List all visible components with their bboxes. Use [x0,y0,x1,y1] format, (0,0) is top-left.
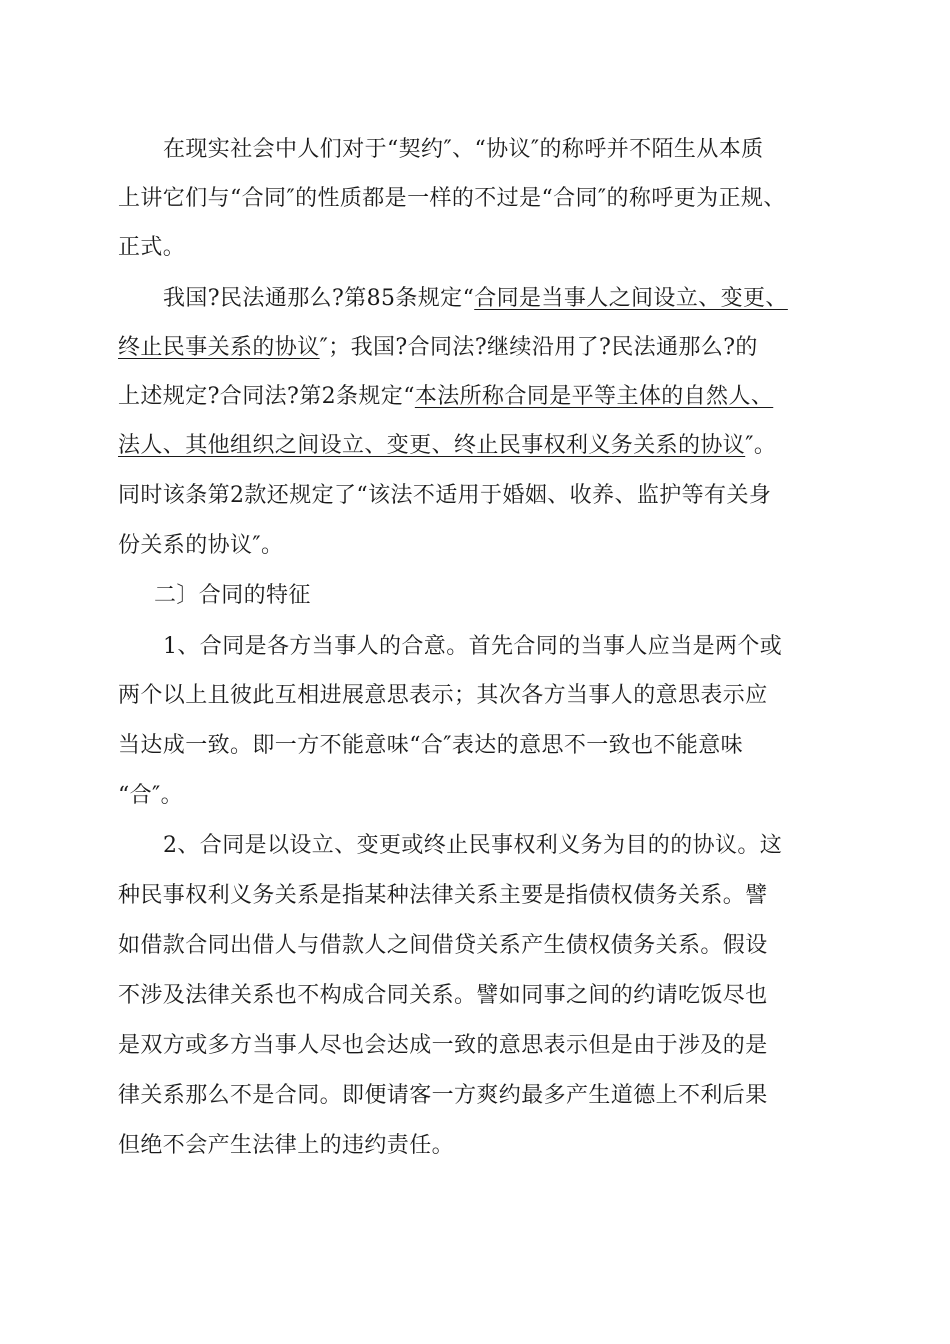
paragraph-4-line-3: 如借款合同出借人与借款人之间借贷关系产生债权债务关系。假设 [118,933,768,958]
paragraph-3-line-4: “合″。 [118,783,184,808]
paragraph-4-line-1: 2、合同是以设立、变更或终止民事权利义务为目的的协议。这 [163,833,783,858]
paragraph-4-line-7: 但绝不会产生法律上的违约责任。 [118,1133,455,1158]
paragraph-4-line-2: 种民事权利义务关系是指某种法律关系主要是指债权债务关系。譬 [118,883,768,908]
paragraph-3-line-3: 当达成一致。即一方不能意味“合″表达的意思不一致也不能意味 [118,733,744,758]
paragraph-2-line-4 [118,431,776,461]
paragraph-2-line-4-text: ″。 [745,433,777,458]
paragraph-2-line-5: 同时该条第2款还规定了“该法不适用于婚姻、收养、监护等有关身 [118,483,772,508]
section-heading: 二〕合同的特征 [154,583,311,608]
paragraph-1-line-3: 正式。 [118,235,186,260]
paragraph-3-line-2: 两个以上且彼此互相进展意思表示；其次各方当事人的意思表示应 [118,683,768,708]
paragraph-2-line-3-text: 上述规定?合同法?第2条规定“ [118,384,415,409]
paragraph-1-line-1: 在现实社会中人们对于“契约″、“协议″的称呼并不陌生从本质 [163,137,764,162]
paragraph-1-line-2: 上讲它们与“合同″的性质都是一样的不过是“合同″的称呼更为正规、 [118,186,786,211]
paragraph-4-line-5: 是双方或多方当事人尽也会达成一致的意思表示但是由于涉及的是 [118,1033,768,1058]
paragraph-4-line-6: 律关系那么不是合同。即便请客一方爽约最多产生道德上不利后果 [118,1083,768,1108]
paragraph-2-line-3 [118,382,773,412]
paragraph-3-line-1: 1、合同是各方当事人的合意。首先合同的当事人应当是两个或 [163,634,783,659]
underlined-definition-part-2: 终止民事关系的协议 [118,335,320,360]
paragraph-2-line-2 [118,333,758,363]
underlined-definition-part-1: 合同是当事人之间设立、变更、 [474,286,788,311]
paragraph-2-line-2-text: ″；我国?合同法?继续沿用了?民法通那么?的 [319,335,758,360]
paragraph-2-line-1-text: 我国?民法通那么?第85条规定“ [163,286,475,311]
underlined-contract-law-definition-part-2: 法人、其他组织之间设立、变更、终止民事权利义务关系的协议 [118,433,746,458]
paragraph-2-line-6: 份关系的协议″。 [118,533,284,558]
paragraph-4-line-4: 不涉及法律关系也不构成合同关系。譬如同事之间的约请吃饭尽也 [118,983,768,1008]
paragraph-2-line-1 [163,284,788,314]
underlined-contract-law-definition-part-1: 本法所称合同是平等主体的自然人、 [414,384,774,409]
